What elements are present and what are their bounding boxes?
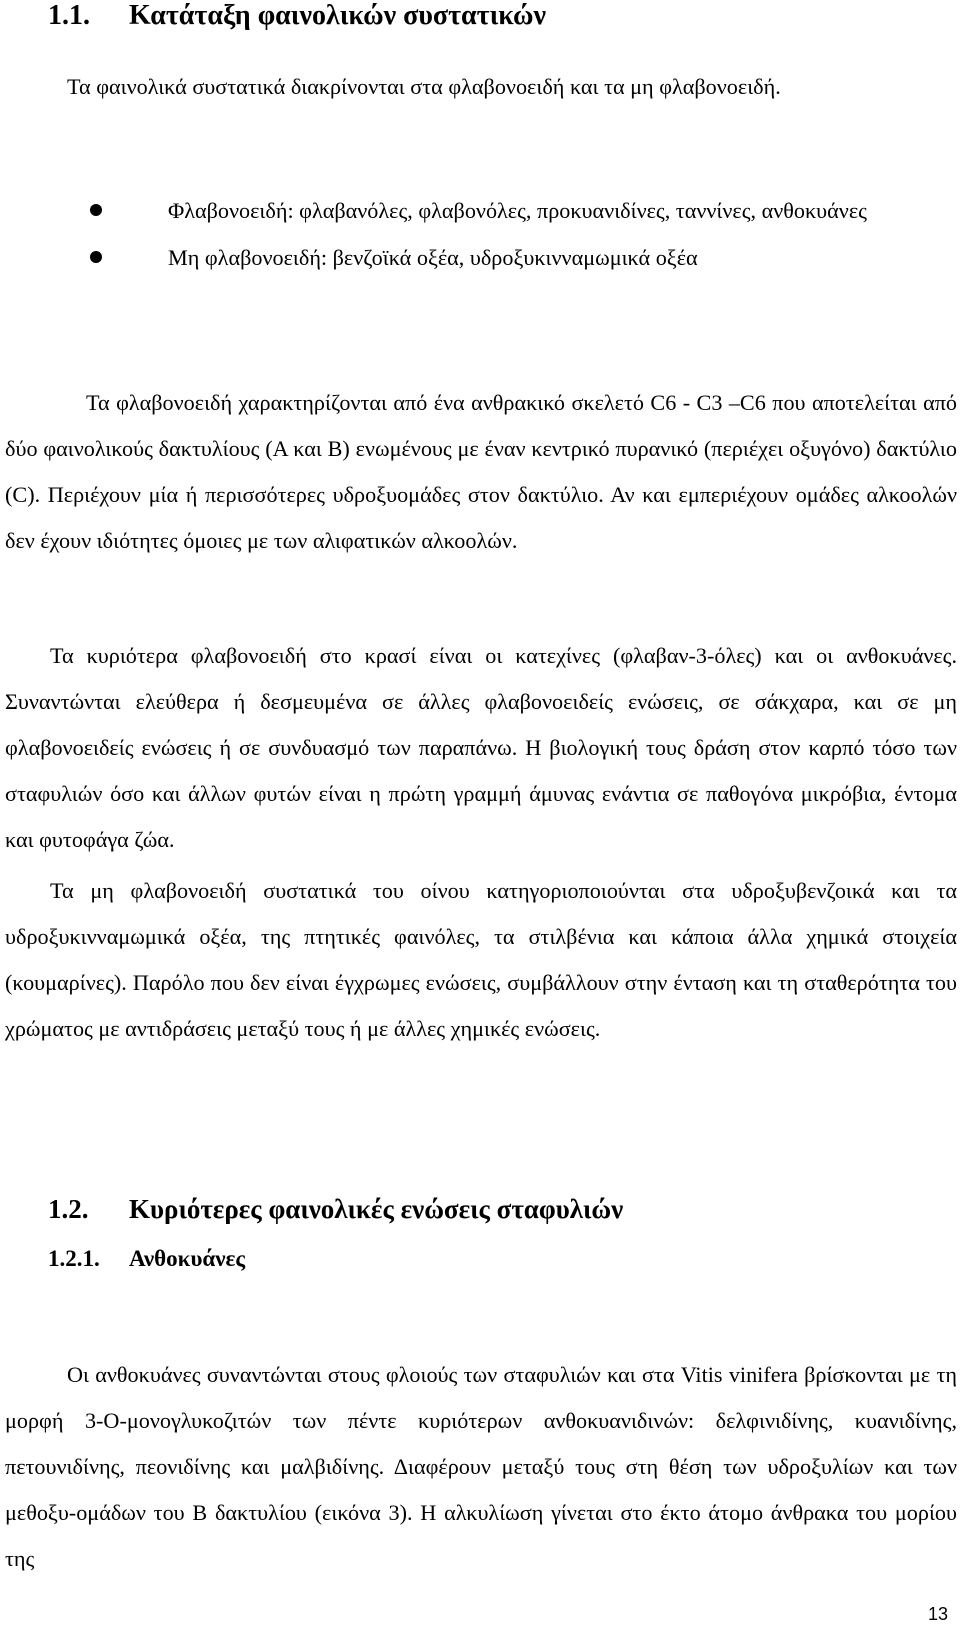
wine-flavonoids-paragraph: Τα κυριότερα φλαβονοειδή στο κρασί είναι οι κατεχίνες (φλαβαν-3-όλες) και οι ανθοκυάνες. Συναντώνται ελεύθερα ή δεσμευμένα σε άλλες φλαβονοειδείς ενώσεις, σε σάκχαρα, και σε μη φλαβονοειδείς ενώσεις ή σε συνδυασμό των παραπάνω. Η βιολογική τους δράση στον καρπό τόσο των σταφυλιών όσο και άλλων φυτών είναι η πρώτη γραμμή άμυνας ενάντια σε παθογόνα μικρόβια, έντομα και φυτοφάγα ζώα. xyxy=(5,643,957,852)
section-title: Κυριότερες φαινολικές ενώσεις σταφυλιών xyxy=(129,1194,624,1224)
list-item-text: Μη φλαβονοειδή: βενζοϊκά οξέα, υδροξυκινναμωμικά οξέα xyxy=(168,245,698,270)
page-number: 13 xyxy=(927,1604,948,1624)
section-number: 1.2. xyxy=(48,1194,89,1224)
flavonoid-class-list xyxy=(5,187,957,281)
section-number: 1.2.1. xyxy=(48,1246,100,1271)
list-item xyxy=(5,187,957,234)
intro-paragraph: Τα φαινολικά συστατικά διακρίνονται στα φλαβονοειδή και τα μη φλαβονοειδή. xyxy=(67,74,781,99)
section-number: 1.1. xyxy=(48,0,90,31)
section-title: Ανθοκυάνες xyxy=(129,1246,246,1271)
section-heading-1-1 xyxy=(48,0,546,32)
section-heading-1-2 xyxy=(48,1194,623,1225)
section-heading-1-2-1 xyxy=(48,1246,245,1272)
bullet-icon xyxy=(90,204,102,216)
anthocyanins-paragraph: Οι ανθοκυάνες συναντώνται στους φλοιούς των σταφυλιών και στα Vitis vinifera βρίσκονται με τη μορφή 3-O-μονογλυκοζιτών των πέντε κυριότερων ανθοκυανιδινών: δελφινιδίνης, κυανιδίνης, πετουνιδίνης, πεονιδίνης και μαλβιδίνης. Διαφέρουν μεταξύ τους στη θέση των υδροξυλίων και των μεθοξυ-ομάδων του B δακτυλίου (εικόνα 3). Η αλκυλίωση γίνεται στο έκτο άτομο άνθρακα του μορίου της xyxy=(5,1362,957,1571)
flavonoids-paragraph: Τα φλαβονοειδή χαρακτηρίζονται από ένα ανθρακικό σκελετό C6 - C3 –C6 που αποτελείται από δύο φαινολικούς δακτυλίους (A και B) ενωμένους με έναν κεντρικό πυρανικό (περιέχει οξυγόνο) δακτύλιο (C). Περιέχουν μία ή περισσότερες υδροξυομάδες στον δακτύλιο. Αν και εμπεριέχουν ομάδες αλκοολών δεν έχουν ιδιότητες όμοιες με των αλιφατικών αλκοολών. xyxy=(5,390,957,553)
list-item-text: Φλαβονοειδή: φλαβανόλες, φλαβονόλες, προκυανιδίνες, ταννίνες, ανθοκυάνες xyxy=(168,198,867,223)
list-item xyxy=(5,234,957,281)
bullet-icon xyxy=(90,251,102,263)
non-flavonoids-paragraph: Τα μη φλαβονοειδή συστατικά του οίνου κατηγοριοποιούνται στα υδροξυβενζοικά και τα υδροξυκινναμωμικά οξέα, της πτητικές φαινόλες, τα στιλβένια και κάποια άλλα χημικά στοιχεία (κουμαρίνες). Παρόλο που δεν είναι έγχρωμες ενώσεις, συμβάλλουν στην ένταση και τη σταθερότητα του χρώματος με αντιδράσεις μεταξύ τους ή με άλλες χημικές ενώσεις. xyxy=(5,878,957,1041)
section-title: Κατάταξη φαινολικών συστατικών xyxy=(129,0,546,31)
